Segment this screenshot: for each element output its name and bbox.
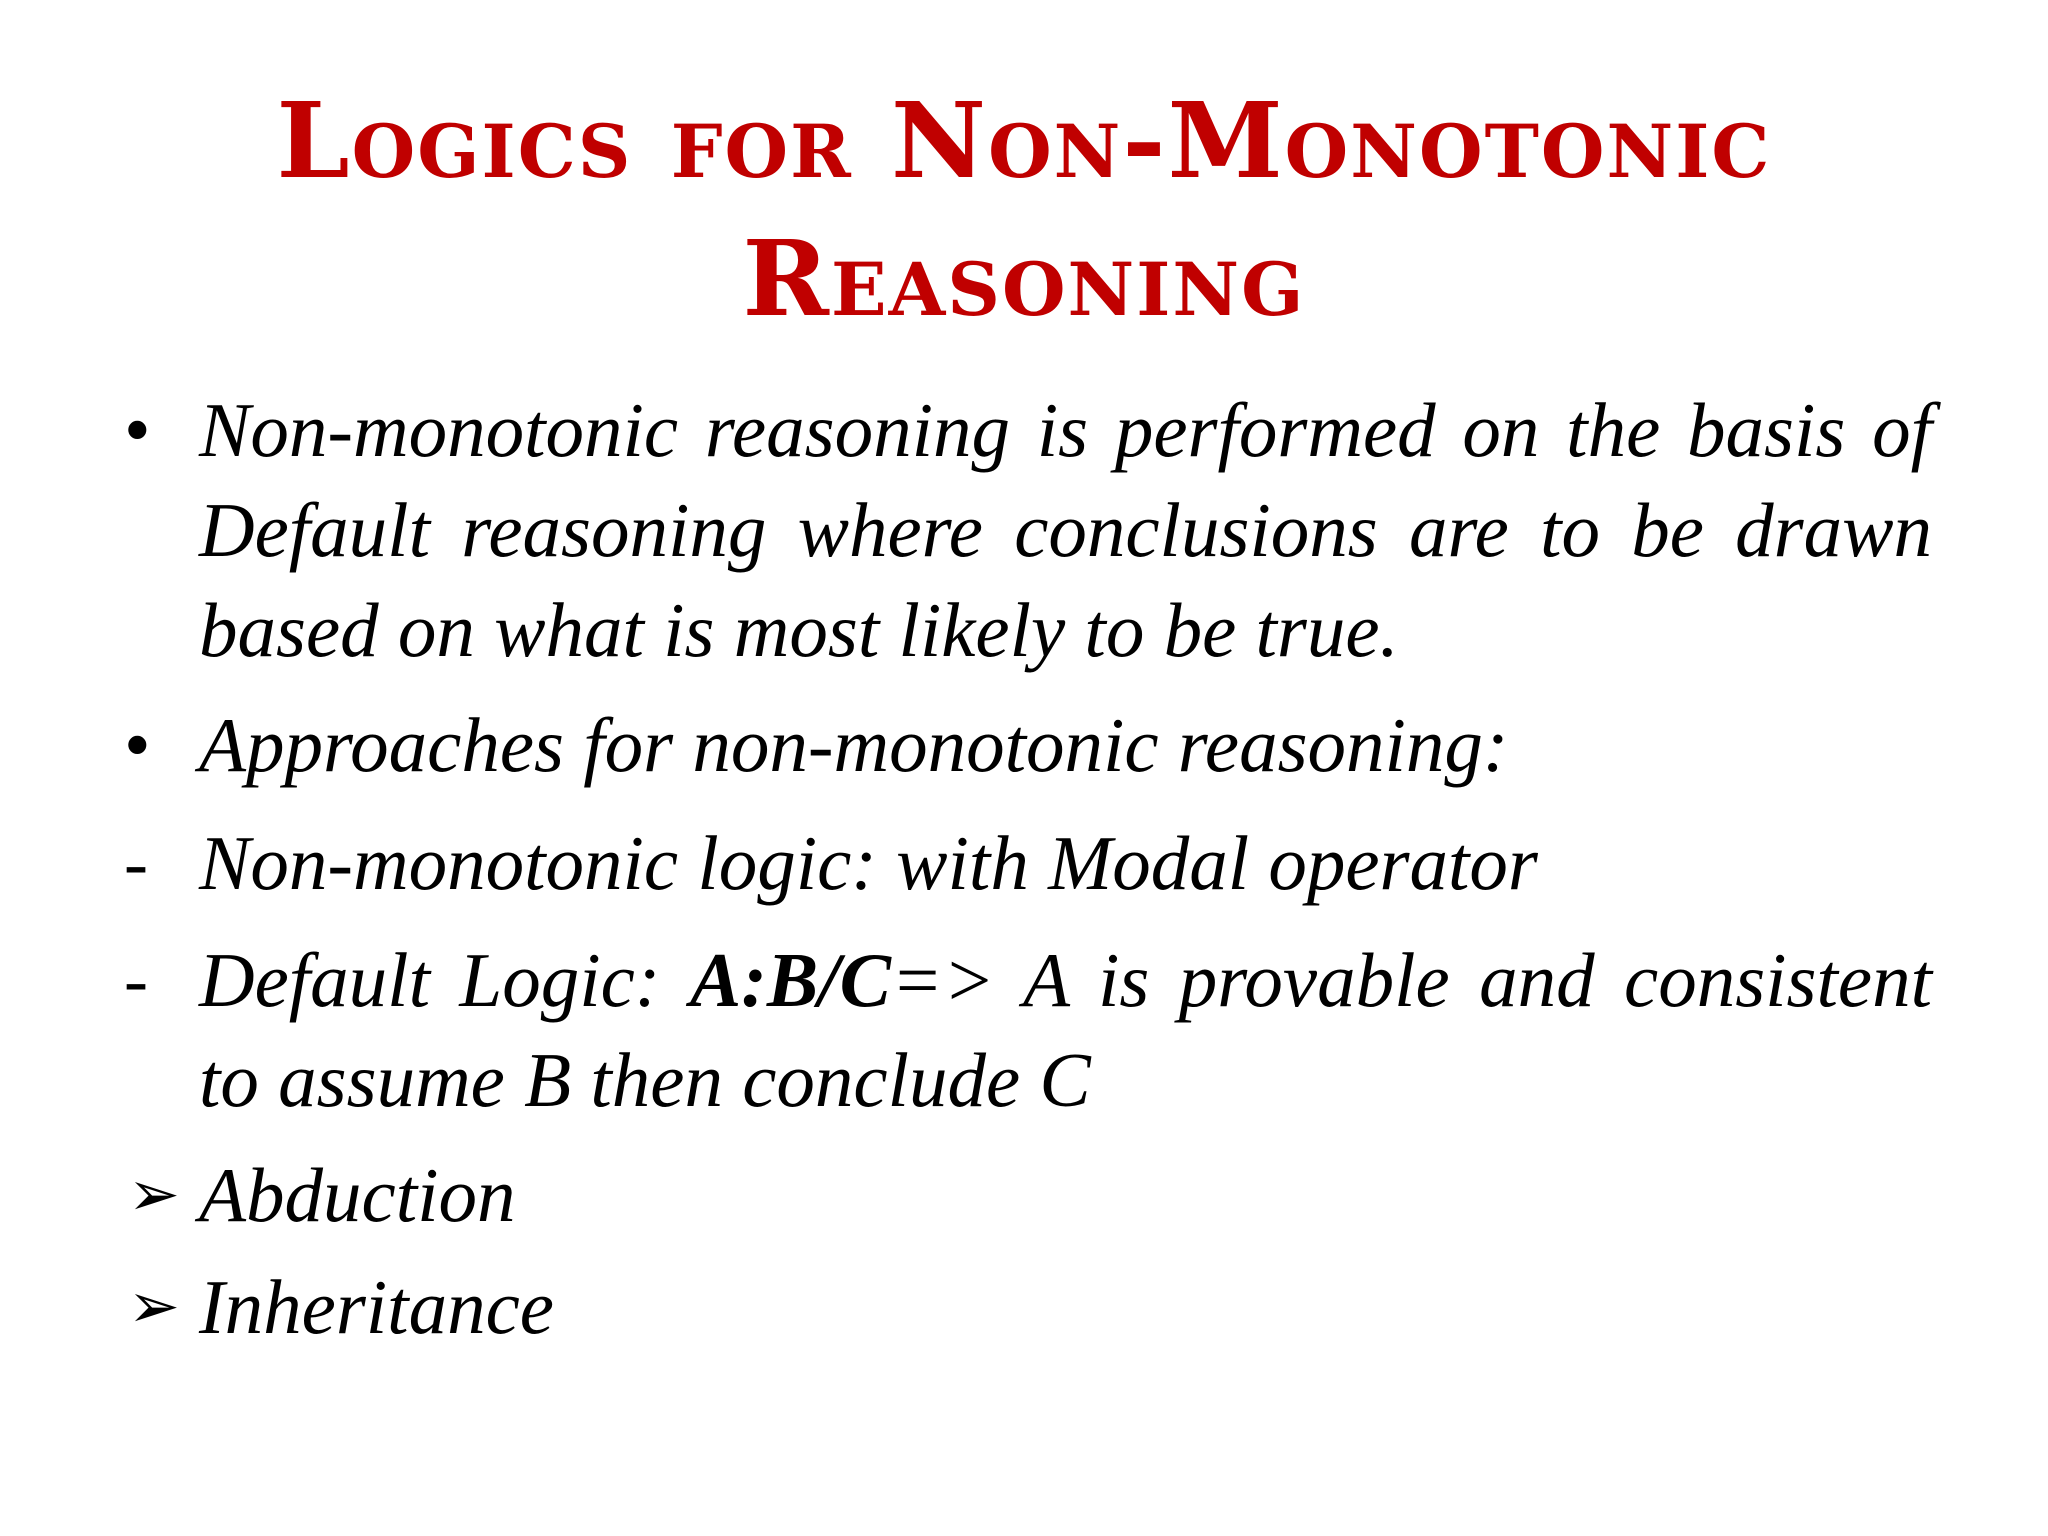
bullet-text: Inheritance (199, 1264, 554, 1350)
bullet-marker: • (124, 388, 151, 472)
bullet-text: Non-monotonic reasoning is performed on the basis of Default reasoning where conclusions are to be drawn based on what is most likely to be true. (199, 387, 1932, 673)
dash-marker: - (124, 823, 148, 903)
bullet-text: Non-monotonic logic: with Modal operator (199, 820, 1538, 906)
default-logic-label: Default Logic: (199, 937, 690, 1023)
title-line-1: Logics for Non-Monotonic (276, 79, 1772, 202)
title-line-2: Reasoning (742, 217, 1306, 340)
arrow-bullet-icon: ➢ (128, 1273, 180, 1341)
dash-marker: - (124, 940, 148, 1020)
bullet-text: Abduction (199, 1152, 516, 1238)
bullet-text (199, 930, 1932, 1130)
bullet-text: Approaches for non-monotonic reasoning: (199, 702, 1509, 788)
bullet-marker: • (124, 703, 151, 787)
default-logic-explanation: => A is provable and consistent to assume B then conclude C (199, 937, 1932, 1123)
default-rule-notation: A:B/C (689, 937, 891, 1023)
slide-title (0, 72, 2048, 348)
arrow-bullet-icon: ➢ (128, 1161, 180, 1229)
